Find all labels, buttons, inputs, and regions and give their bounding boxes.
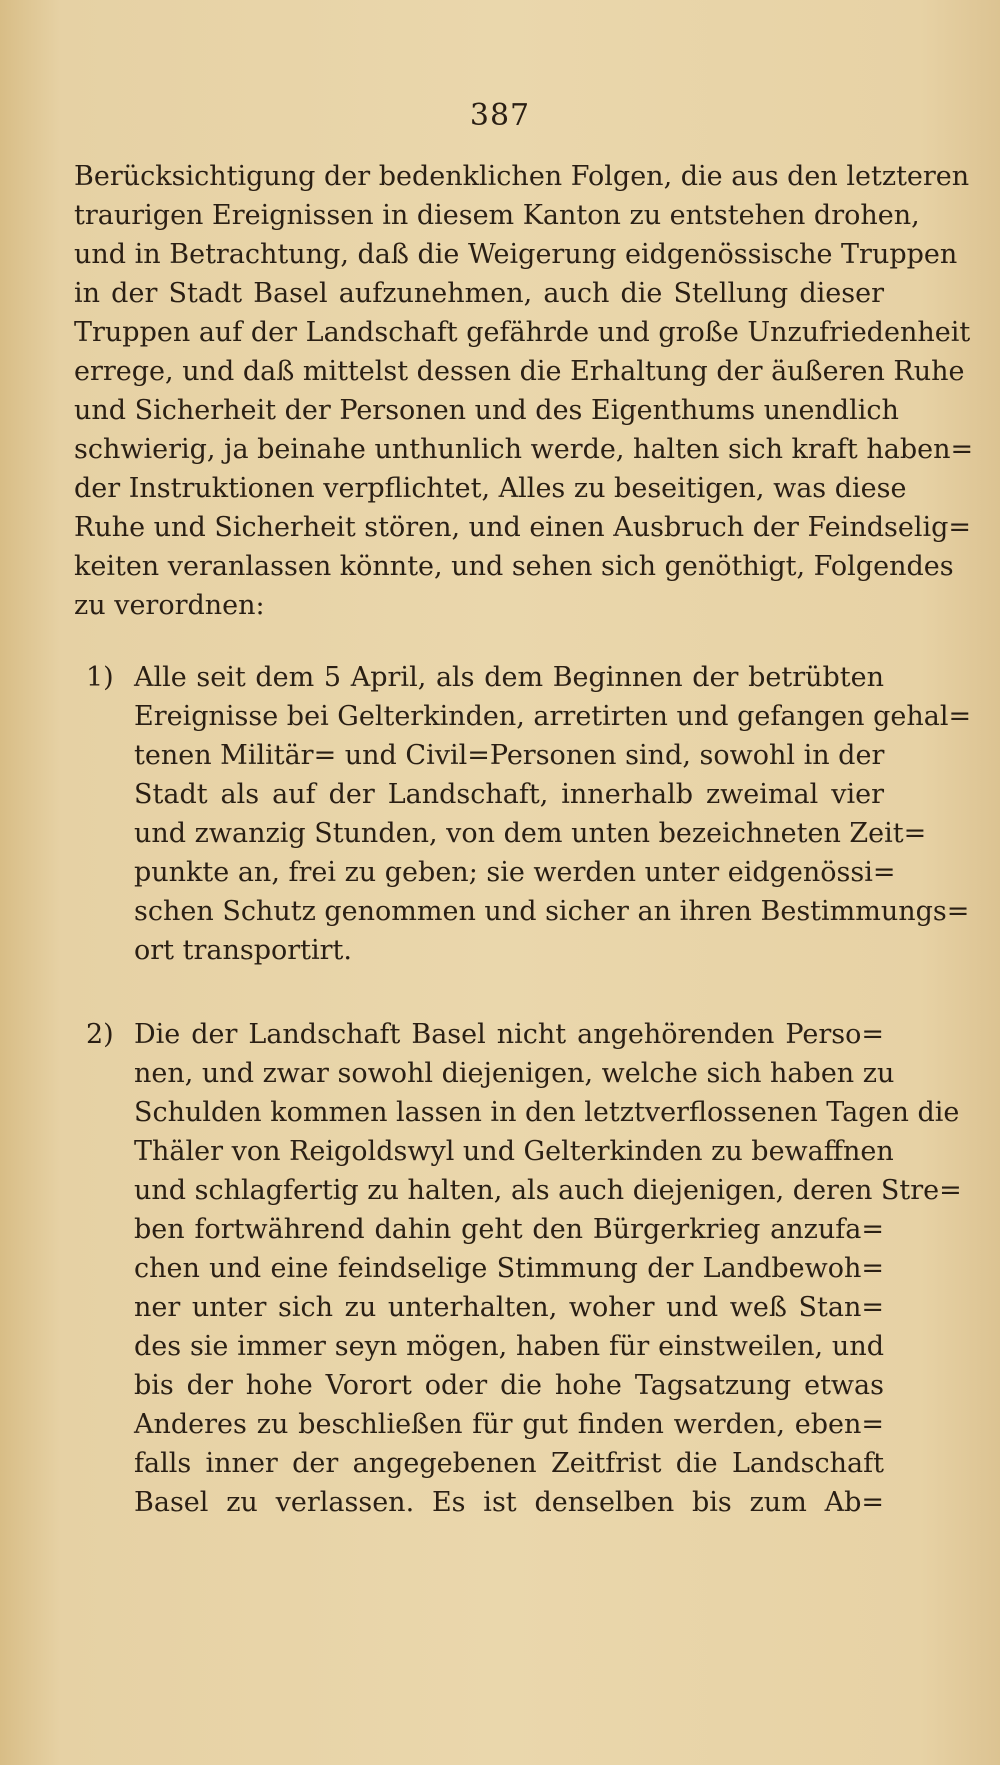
item-line: chen und eine feindselige Stimmung der Landbewoh= [134, 1253, 884, 1284]
intro-line: und in Betrachtung, daß die Weigerung eidgenössische Truppen [74, 239, 958, 270]
intro-line: traurigen Ereignissen in diesem Kanton zu entstehen drohen, [74, 200, 920, 231]
intro-line: Berücksichtigung der bedenklichen Folgen, die aus den letzteren [74, 161, 970, 192]
item-line: tenen Militär= und Civil=Personen sind, sowohl in der [134, 740, 885, 771]
item-line: Thäler von Reigoldswyl und Gelterkinden zu bewaffnen [134, 1136, 894, 1167]
intro-line: errege, und daß mittelst dessen die Erhaltung der äußeren Ruhe [74, 356, 965, 387]
item-line: Ereignisse bei Gelterkinden, arretirten und gefangen gehal= [134, 701, 972, 732]
item-line: ner unter sich zu unterhalten, woher und weß Stan= [134, 1292, 884, 1323]
intro-line: der Instruktionen verpflichtet, Alles zu beseitigen, was diese [74, 473, 907, 504]
item-line: Alle seit dem 5 April, als dem Beginnen der betrübten [134, 662, 884, 693]
intro-line: Ruhe und Sicherheit stören, und einen Ausbruch der Feindselig= [74, 512, 971, 543]
item-line: schen Schutz genommen und sicher an ihren Bestimmungs= [134, 896, 970, 927]
item-line: Anderes zu beschließen für gut finden werden, eben= [134, 1409, 884, 1440]
item-line: Basel zu verlassen. Es ist denselben bis zum Ab= [134, 1487, 884, 1518]
item-marker: 1) [86, 662, 114, 693]
item-line: und schlagfertig zu halten, als auch diejenigen, deren Stre= [134, 1175, 962, 1206]
item-line: des sie immer seyn mögen, haben für einstweilen, und [134, 1331, 884, 1362]
item-marker: 2) [86, 1019, 114, 1050]
intro-line: und Sicherheit der Personen und des Eigenthums unendlich [74, 395, 899, 426]
intro-line: Truppen auf der Landschaft gefährde und große Unzufriedenheit [74, 317, 971, 348]
item-line: und zwanzig Stunden, von dem unten bezeichneten Zeit= [134, 818, 927, 849]
intro-line: schwierig, ja beinahe unthunlich werde, halten sich kraft haben= [74, 434, 974, 465]
item-line: nen, und zwar sowohl diejenigen, welche sich haben zu [134, 1058, 895, 1089]
intro-line: keiten veranlassen könnte, und sehen sich genöthigt, Folgendes [74, 551, 954, 582]
item-line: ben fortwährend dahin geht den Bürgerkrieg anzufa= [134, 1214, 884, 1245]
item-line: Schulden kommen lassen in den letztverflossenen Tagen die [134, 1097, 960, 1128]
page-number: 387 [469, 98, 531, 133]
item-line: falls inner der angegebenen Zeitfrist die Landschaft [134, 1448, 884, 1479]
intro-line: in der Stadt Basel aufzunehmen, auch die Stellung dieser [74, 278, 884, 309]
intro-line: zu verordnen: [74, 590, 265, 621]
item-line: ort transportirt. [134, 935, 352, 966]
item-line: Stadt als auf der Landschaft, innerhalb zweimal vier [134, 779, 884, 810]
item-line: Die der Landschaft Basel nicht angehörenden Perso= [134, 1019, 884, 1050]
item-line: bis der hohe Vorort oder die hohe Tagsatzung etwas [134, 1370, 884, 1401]
item-line: punkte an, frei zu geben; sie werden unter eidgenössi= [134, 857, 896, 888]
